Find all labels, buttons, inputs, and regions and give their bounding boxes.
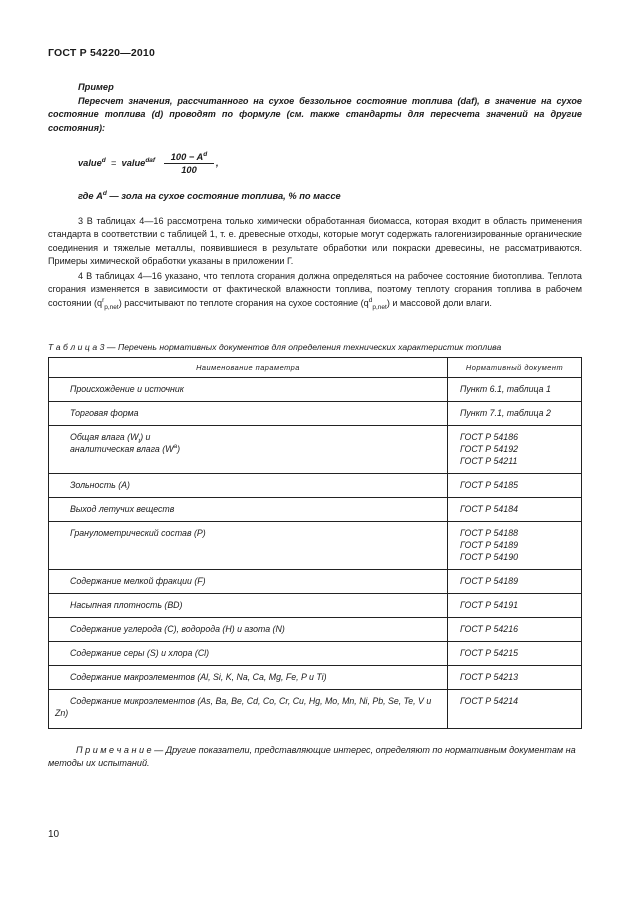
parameter-cell: Содержание макроэлементов (Al, Si, K, Na, Ca, Mg, Fe, P и Ti) (70, 672, 327, 682)
table-row (49, 666, 582, 690)
paragraph-4: 4 В таблицах 4—16 указано, что теплота сгорания должна определяться на рабочее состояние биотоплива. Теплота сгорания изменяется в зависимости от фактической влажности топлива, поэтому теплоту сгорания топлива в рабочем состоянии $(q^r_{p,net})$ рассчитывают по теплоте сгорания на сухое состояние $(q^d_{p,net})$ и массовой доли влаги. (48, 271, 582, 311)
parameter-cell: Происхождение и источник (70, 384, 184, 394)
table-row (49, 474, 582, 498)
document-cell: ГОСТ Р 54185 (460, 480, 518, 490)
parameter-cell: Торговая форма (70, 408, 139, 418)
parameter-cell: Насыпная плотность (BD) (70, 600, 183, 610)
formula-left-side: value$^d$ = value$^{daf}$ (78, 156, 156, 168)
document-cell: ГОСТ Р 54213 (460, 672, 518, 682)
parameter-cell: Содержание мелкой фракции (F) (70, 576, 206, 586)
table-row (49, 618, 582, 642)
parameter-cell: Содержание серы (S) и хлора (Cl) (70, 648, 210, 658)
document-cell: Пункт 7.1, таблица 2 (460, 408, 551, 418)
document-cell: ГОСТ Р 54191 (460, 600, 518, 610)
document-cell: ГОСТ Р 54188 ГОСТ Р 54189 ГОСТ Р 54190 (460, 528, 518, 562)
table-row (49, 522, 582, 570)
parameter-cell: Общая влага $(W_t)$ и аналитическая влага $(W^a)$ (70, 432, 181, 454)
table-row (49, 642, 582, 666)
formula-fraction: $\frac{100 - A^d}{100}$ (164, 152, 214, 175)
table-header-row (49, 358, 582, 378)
document-cell: ГОСТ Р 54189 (460, 576, 518, 586)
document-cell: ГОСТ Р 54186 ГОСТ Р 54192 ГОСТ Р 54211 (460, 432, 518, 466)
conversion-formula: value$^d$ = value$^{daf}$ $\frac{100 - A^d}{100}$ , (78, 150, 219, 175)
parameter-cell: Содержание микроэлементов (As, Ba, Be, Cd, Co, Cr, Cu, Hg, Mo, Mn, Ni, Pb, Se, Te, V и Zn) (55, 696, 432, 718)
example-label: Пример (78, 82, 114, 92)
table-row (49, 594, 582, 618)
table-row (49, 498, 582, 522)
parameter-cell: Зольность (А) (70, 480, 130, 490)
page-number: 10 (48, 829, 60, 840)
document-cell: ГОСТ Р 54184 (460, 504, 518, 514)
parameter-cell: Содержание углерода (С), водорода (Н) и азота (N) (70, 624, 285, 634)
document-cell: ГОСТ Р 54216 (460, 624, 518, 634)
table-row (49, 570, 582, 594)
table-caption: Т а б л и ц а 3 — Перечень нормативных документов для определения технических характеристик топлива (48, 342, 502, 352)
table-row (49, 402, 582, 426)
document-header: ГОСТ Р 54220—2010 (48, 47, 156, 59)
parameter-cell: Выход летучих веществ (70, 504, 175, 514)
formula-legend: где $A^d$ — зола на сухое состояние топлива, % по массе (78, 189, 341, 201)
table-row (49, 690, 582, 729)
example-text: Пересчет значения, рассчитанного на сухое беззольное состояние топлива (daf), в значение на сухое состояние топлива (d) проводят по формуле (см. также стандарты для пересчета значений на другие состояния): (48, 96, 582, 133)
table-note: П р и м е ч а н и е — Другие показатели, представляющие интерес, определяют по нормативным документам на методы их испытаний. (48, 745, 576, 769)
column-header-parameter: Наименование параметра (49, 358, 448, 378)
parameter-cell: Гранулометрический состав (Р) (70, 528, 206, 538)
normative-documents-table (48, 357, 582, 729)
document-cell: ГОСТ Р 54214 (460, 696, 518, 706)
document-cell: ГОСТ Р 54215 (460, 648, 518, 658)
table-row (49, 426, 582, 474)
table-row (49, 378, 582, 402)
document-cell: Пункт 6.1, таблица 1 (460, 384, 551, 394)
paragraph-3: 3 В таблицах 4—16 рассмотрена только химически обработанная биомасса, которая входит в область применения стандарта в соответствии с таблицей 1, т. е. древесные отходы, которые могут содержать галогенизированные органические соединения и тяжелые металлы, появившиеся в результате обработки или покраски древесины, не рассматриваются. Примеры химической обработки указаны в приложении Г. (48, 216, 582, 267)
column-header-document: Нормативный документ (448, 358, 582, 378)
